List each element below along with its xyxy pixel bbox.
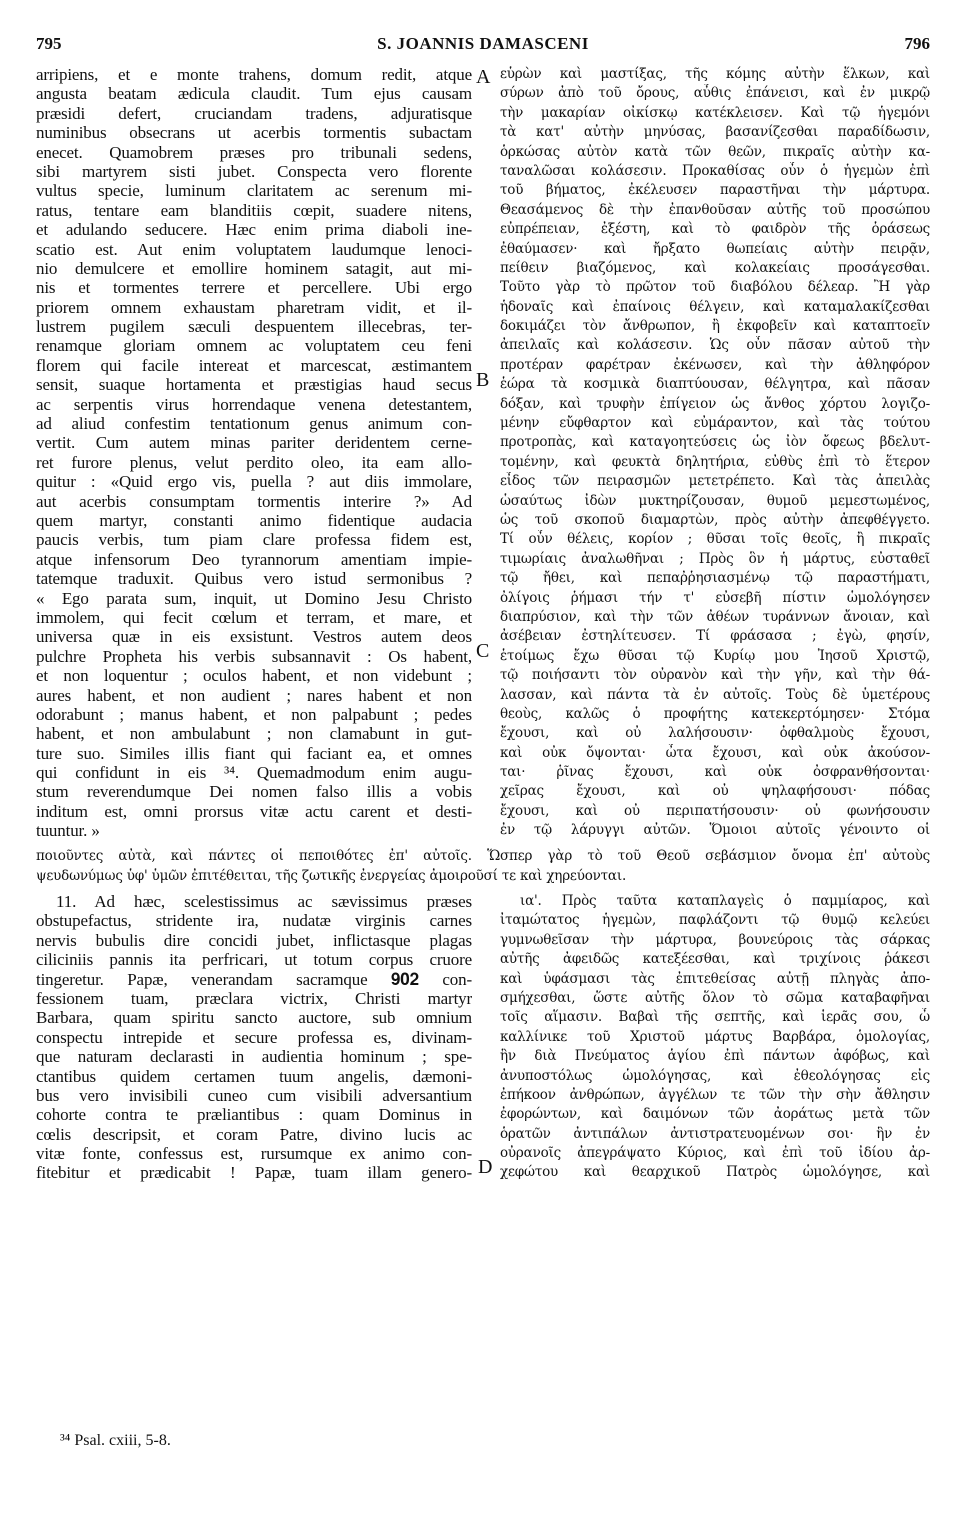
- text-line: ἐφορώντων, καὶ δαιμόνων τῶν ἀοράτως μετὰ τῶν: [500, 1106, 930, 1123]
- latin-column-bottom: [36, 892, 472, 1192]
- latin-column-top: [36, 65, 472, 845]
- text-line: διαπρύσιον, καὶ τὴν τῶν ἀθέων τυράννων ἄνοιαν, καὶ: [500, 608, 930, 625]
- text-line: lustrem pugilem sæculi despuentem illecebras, ter-: [36, 317, 472, 337]
- text-line: vertit. Cum autem minas pariter deridentem cerne-: [36, 433, 472, 453]
- text-line: paucis verbis, tum piam clare professa fidem est,: [36, 530, 472, 550]
- text-line: ἀπειλαῖς καὶ κολάσεσιν. Ὡς οὖν πᾶσαν αὐτοῦ τὴν: [500, 337, 930, 354]
- text-line: pulchre Propheta his verbis subsannavit : Os habent,: [36, 646, 472, 666]
- text-line: atque infensorum Deo tyrannorum amentiam impie-: [36, 549, 472, 569]
- text-line: πείθειν βιαζόμενος, καὶ κολακείαις προσάγεσθαι.: [500, 259, 930, 276]
- text-line: tingeretur. Papæ, venerandam sacramque 𝟗𝟎𝟐 con-: [36, 969, 472, 989]
- text-line: ἣν διὰ Πνεύματος ἁγίου ἐπὶ πάντων ἀφόβως, καὶ: [500, 1048, 930, 1065]
- text-line: ἔχουσι, καὶ οὐ λαλήσουσιν· ὀφθαλμοὺς ἔχουσι,: [500, 725, 930, 742]
- running-header: [36, 34, 930, 56]
- footnote: ³⁴ Psal. cxiii, 5-8.: [60, 1432, 171, 1449]
- text-line: τοῦ βήματος, ἐκέλευσεν παραστῆναι τὴν μάρτυρα.: [500, 182, 930, 199]
- text-line: χεῖρας ἔχουσι, καὶ οὐ ψηλαφήσουσι· πόδας: [500, 783, 930, 800]
- text-line: τὴν μακαρίαν οἰκίσκῳ κατέκλεισεν. Καὶ τῷ ἡγεμόνι: [500, 104, 930, 121]
- text-line: inditum est, omni prorsus vitæ actu carent et desti-: [36, 801, 472, 821]
- section-marker-d: D: [478, 1156, 493, 1178]
- page-number-left: 795: [36, 34, 62, 53]
- text-line: ὡσαύτως ἰδὼν μυκτηρίζουσαν, θυμοῦ μεμεστωμένος,: [500, 492, 930, 509]
- text-line: sibi martyrem sisti jubet. Conspecta vero florente: [36, 161, 472, 181]
- text-line: quem martyr, constanti animo fidentique audacia: [36, 510, 472, 530]
- text-line: σύρων ἀπὸ τοῦ ὄρους, αὖθις ἐπάνεισι, καὶ ἐν μικρῷ: [500, 85, 930, 102]
- text-line: stum reverendumque Dei nomen falso illis a vobis: [36, 782, 472, 802]
- text-line: εὐπρέπειαν, ἐξέστη, καὶ τὸ φαιδρὸν τῆς ὁράσεως: [500, 221, 930, 238]
- section-marker-b: B: [476, 369, 490, 391]
- text-line: εὑρὼν καὶ μαστίξας, τῆς κόμης αὐτὴν ἕλκων, καὶ: [500, 66, 930, 82]
- text-line: fitebitur et prædicabit ! Papæ, tuam illam genero-: [36, 1163, 472, 1183]
- greek-full-width-lines: [36, 846, 930, 886]
- text-line: tatemque traduxit. Quibus vero istud sermonibus ?: [36, 569, 472, 589]
- text-line: numinibus obsecrans ut acerbis tormentis subactam: [36, 123, 472, 143]
- text-line: et non loquentur ; oculos habent, et non videbunt ;: [36, 666, 472, 686]
- running-title: S. JOANNIS DAMASCENI: [377, 34, 589, 53]
- text-line: ὀλίγοις ῥήμασι τήν τ' εὐσεβῆ πίστιν ὡμολόγησεν: [500, 589, 930, 606]
- text-line: immolem, qui fecit cœlum et terram, et mare, et: [36, 607, 472, 627]
- text-line: Θεασάμενος δὲ τὴν ἐπανθοῦσαν αὐτῆς τοῦ προσώπου: [500, 201, 930, 218]
- text-line: ac serpentis virus horrendaque venena detestantem,: [36, 394, 472, 414]
- text-line: τὰ κατ' αὐτὴν μηνύσας, βασανίζεσθαι παραδίδωσιν,: [500, 124, 930, 141]
- greek-column-top: [500, 65, 930, 845]
- text-line: tuuntur. »: [36, 821, 100, 841]
- text-line: τῷ ποιήσαντι τὸν οὐρανὸν καὶ τὴν γῆν, καὶ τὴν θά-: [500, 667, 930, 684]
- text-line: ἐπήκοον ἀνθρώπων, ἀγγέλων τε τῶν τὴν σὴν ἄθλησιν: [500, 1086, 930, 1103]
- text-line: cœlis descripsit, et coram Patre, divino lucis ac: [36, 1124, 472, 1144]
- text-line: enecet. Quamobrem præses pro tribunali sedens,: [36, 142, 472, 162]
- text-line: florem qui facile intereat et marcescat, æstimantem: [36, 355, 472, 375]
- text-line: ἑώρα τὰ κοσμικὰ διαπτύουσαν, θέλγητρα, καὶ πᾶσαν: [500, 376, 930, 393]
- text-line: ἐθαύμασεν· καὶ ἤρξατο θωπείαις αὐτὴν πειρᾷν,: [500, 240, 930, 257]
- text-line: Τί οὖν θέλεις, κορίον ; θῦσαι τοῖς θεοῖς, ἢ πικραῖς: [500, 531, 930, 548]
- text-line: vitæ fonte, confessus est, rursumque ex animo con-: [36, 1144, 472, 1164]
- text-line: μένην εὔφθαρτον καὶ εὐμάραντον, καὶ τὰς τούτου: [500, 415, 930, 432]
- text-line: et adulando seducere. Hæc enim prima diaboli ine-: [36, 220, 472, 240]
- text-line: αὐτῆς ἀφειδῶς κατεξέεσθαι, καὶ τριχίνοις ῥάκεσι: [500, 951, 930, 968]
- text-line: ποιοῦντες αὐτὰ, καὶ πάντες οἱ πεποιθότες ἐπ' αὐτοῖς. Ὥσπερ γὰρ τὸ τοῦ Θεοῦ σεβάσμιον ὄνομα ἐπ' αὐτοὺς: [36, 848, 930, 864]
- text-line: δοκιμάζει τὸν ἄνθρωπον, ἢ ἐκφοβεῖν καὶ καταπτοεῖν: [500, 318, 930, 335]
- text-line: ture suo. Similes illis fiant qui faciant ea, et omnes: [36, 743, 472, 763]
- text-line: vultus specie, luminum claritatem ac serenum mi-: [36, 181, 472, 201]
- text-line: ret furore plenus, velut perdito oleo, ita eam allo-: [36, 452, 472, 472]
- text-line: 11. Ad hæc, scelestissimus ac sævissimus præses: [56, 892, 472, 911]
- text-line: τιμωρίαις ἀναλωθῆναι ; Πρὸς ὃν ἡ μάρτυς, εὐσταθεῖ: [500, 550, 930, 567]
- text-line: ctantibus quidem certamen tuum angelis, dæmoni-: [36, 1066, 472, 1086]
- text-line: προτέραν φαρέτραν ἐκένωσεν, καὶ τὴν ἀθληφόρον: [500, 356, 930, 373]
- text-line: priorem omnem exhaustam pharetram vidit, et il-: [36, 297, 472, 317]
- text-line: γυμνωθεῖσαν τὴν μάρτυρα, βουνεύροις τὰς σάρκας: [500, 931, 930, 948]
- text-line: ἰταμώτατος ἡγεμὼν, παφλάζοντι τῷ θυμῷ κελεύει: [500, 912, 930, 929]
- text-line: ἀσέβειαν ἐστηλίτευσεν. Τί φράσασα ; ἐγὼ, φησίν,: [500, 628, 930, 645]
- text-line: renamque gloriam omnem ac voluptatem ceu feni: [36, 336, 472, 356]
- text-line: εἶδος τῶν πειρασμῶν μετετρέπετο. Καὶ τὰς ἀπειλὰς: [500, 473, 930, 490]
- text-line: καλλίνικε τοῦ Χριστοῦ μάρτυς Βαρβάρα, ὁμολογίας,: [500, 1028, 930, 1045]
- text-line: ciliciniis pannis ita perfricari, ut totum corpus cruore: [36, 950, 472, 970]
- text-line: præsidi defert, cruciandam tradens, adjuratisque: [36, 103, 472, 123]
- text-line: nis et tormentes terrere et percellere. Ubi ergo: [36, 278, 472, 298]
- text-line: aut acerbis consumptam tormentis interire ?» Ad: [36, 491, 472, 511]
- section-marker-c: C: [476, 640, 490, 662]
- text-line: universa quæ in eis exsistunt. Vestros autem deos: [36, 627, 472, 647]
- text-line: τομένην, καὶ φευκτὰ δηλητήρια, εὐθὺς ἐπὶ τὸ ἕτερον: [500, 453, 930, 470]
- text-line: odorabunt ; manus habent, et non palpabunt ; pedes: [36, 704, 472, 724]
- text-line: ψευδωνύμως ὑφ' ὑμῶν ἐπιτέθειται, τῆς ζωτικῆς ἐνεργείας ἀμοιροῦσί τε καὶ χηρεύονται.: [36, 868, 627, 884]
- text-line: δόξαν, καὶ τρυφὴν ἐπίγειον ὡς ἄνθος χόρτου λογιζο-: [500, 395, 930, 412]
- text-line: aures habent, et non audient ; nares habent et non: [36, 685, 472, 705]
- text-line: ἡδοναῖς καὶ ἐπαίνοις θέλγειν, καὶ καταμαλακίζεσθαι: [500, 298, 930, 315]
- text-line: ἑτοίμως ἔχω θῦσαι τῷ Κυρίῳ μου Ἰησοῦ Χριστῷ,: [500, 647, 930, 664]
- text-line: scatio est. Aut enim voluptatem laudumque lenoci-: [36, 239, 472, 259]
- greek-column-bottom: [500, 892, 930, 1192]
- text-line: arripiens, et e monte trahens, domum redit, atque: [36, 65, 472, 84]
- text-line: Τοῦτο γὰρ τὸ πρῶτον τοῦ διαβόλου δέλεαρ. Ἢ γὰρ: [500, 279, 930, 296]
- text-line: sensit, suaque hortamenta et præstigias haud secus: [36, 375, 472, 395]
- text-line: λασσαν, καὶ πάντα τὰ ἐν αὐτοῖς. Τοὺς δὲ ὑμετέρους: [500, 686, 930, 703]
- text-line: ἔχουσι, καὶ οὐ περιπατήσουσιν· οὐ φωνήσουσιν: [500, 802, 930, 819]
- text-line: ταναλῶσαι κολάσεσιν. Προκαθίσας οὖν ὁ ἡγεμὼν ἐπὶ: [500, 162, 930, 179]
- text-line: οὐρανοῖς ἀπεγράψατο Κύριος, καὶ ἐπὶ τοῦ ἰδίου ἀρ-: [500, 1145, 930, 1162]
- text-line: bus vero invisibili cuneo cum visibili adversantium: [36, 1085, 472, 1105]
- text-line: ὁρκώσας αὐτὸν κατὰ τῶν θεῶν, πικραῖς αὐτὴν κα-: [500, 143, 930, 160]
- text-line: angusta beatam ædicula claudit. Tum ejus causam: [36, 84, 472, 104]
- text-line: καὶ οὐκ ὄψονται· ὦτα ἔχουσι, καὶ οὐκ ἀκούσον-: [500, 744, 930, 761]
- text-line: ratus, tentare eam blanditiis cœpit, suadere nitens,: [36, 200, 472, 220]
- section-marker-a: A: [476, 66, 491, 88]
- text-line: προτροπὰς, καὶ καταγοητεύσεις ὡς ἰὸν ὄφεως βδελυτ-: [500, 434, 930, 451]
- text-line: τῷ ἤθει, καὶ πεπαῤῥησιασμένῳ τῷ παραστήματι,: [500, 570, 930, 587]
- text-line: conspectu intrepide et secure professa es, divinam-: [36, 1027, 472, 1047]
- text-line: ται· ῥῖνας ἔχουσι, καὶ οὐκ ὀσφρανθήσονται·: [500, 764, 930, 781]
- text-line: nervis bubulis dire concidi jubet, inflictasque plagas: [36, 930, 472, 950]
- text-line: ad aliud confestim tentationum genus animum con-: [36, 414, 472, 434]
- text-line: ια'. Πρὸς ταῦτα καταπλαγεὶς ὁ παμμίαρος, καὶ: [520, 893, 930, 909]
- text-line: ἐν τῷ λάρυγγι αὐτῶν. Ὅμοιοι αὐτοῖς γένοιντο οἱ: [500, 822, 930, 839]
- text-line: καὶ ὑφάσμασι τὰς ἐπιτεθείσας αὐτῇ πληγὰς ἀπο-: [500, 970, 930, 987]
- text-line: Barbara, quam spiritu sancto auctore, sub omnium: [36, 1008, 472, 1028]
- text-line: nio demulcere et emollire hominem satagit, aut mi-: [36, 258, 472, 278]
- text-line: qui confidunt in eis ³⁴. Quemadmodum enim augu-: [36, 763, 472, 783]
- text-line: τοῖς αἵμασιν. Βαβαὶ τῆς σεπτῆς, καὶ ἱερᾶς σου, ὦ: [500, 1009, 930, 1026]
- text-line: habent, et non ambulabunt ; non clamabunt in gut-: [36, 724, 472, 744]
- text-line: χεφώτου καὶ θεαρχικοῦ Πατρὸς ὡμολόγησε, καὶ: [500, 1164, 930, 1181]
- text-line: « Ego parata sum, inquit, ut Domino Jesu Christo: [36, 588, 472, 608]
- text-line: σμήχεσθαι, ὥστε αὐτῆς ὅλον τὸ σῶμα καταβαφῆναι: [500, 989, 930, 1006]
- text-line: cohorte contra te præliantibus : quam Dominus in: [36, 1105, 472, 1125]
- text-line: quitur : «Quid ergo vis, puella ? aut diis immolare,: [36, 472, 472, 492]
- page-number-right: 796: [904, 34, 930, 53]
- text-line: que naturam declarasti in audientia hominum ; spe-: [36, 1047, 472, 1067]
- text-line: fessionem tuam, præclara victrix, Christi martyr: [36, 988, 472, 1008]
- text-line: ὡς τοῦ σκοποῦ διαμαρτὼν, πρὸς αὐτὴν ἀπεφθέγγετο.: [500, 511, 930, 528]
- text-line: ἀνυποστόλως ὡμολόγησας, καὶ ἐθεολόγησας εἰς: [500, 1067, 930, 1084]
- text-line: θεοὺς, καλῶς ὁ προφήτης κατεκερτόμησεν· Στόμα: [500, 705, 930, 722]
- text-line: ὁρατῶν ἀντιπάλων ἀντιστρατευομένων σοι· ἣν ἐν: [500, 1125, 930, 1142]
- text-line: obstupefactus, stridente ira, nudatæ virginis carnes: [36, 911, 472, 931]
